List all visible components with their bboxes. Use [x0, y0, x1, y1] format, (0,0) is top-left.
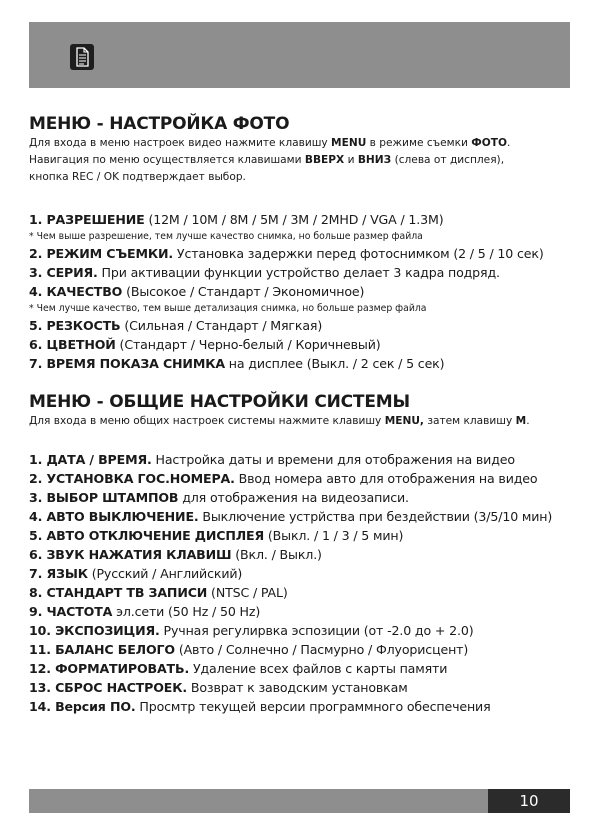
item-title: 1. РАЗРЕШЕНИЕ	[29, 212, 145, 227]
text: Навигация по меню осуществляется клавишами	[29, 154, 305, 166]
list-item	[29, 469, 577, 488]
text: в режиме съемки	[366, 137, 472, 149]
list-item	[29, 210, 577, 229]
header-bar	[29, 22, 570, 88]
section-title-system: МЕНЮ - ОБЩИЕ НАСТРОЙКИ СИСТЕМЫ	[29, 392, 410, 412]
item-title: 4. КАЧЕСТВО	[29, 284, 123, 299]
section-title-photo: МЕНЮ - НАСТРОЙКА ФОТО	[29, 114, 290, 134]
bold-text: ФОТО	[471, 137, 508, 149]
system-intro-line-1	[29, 413, 577, 430]
document-icon	[69, 43, 95, 71]
bold-text: ВВЕРХ	[304, 154, 345, 166]
text: Для входа в меню настроек видео нажмите клавишу	[29, 137, 332, 149]
item-description: (Высокое / Стандарт / Экономичное)	[122, 284, 365, 299]
list-item	[29, 488, 577, 507]
system-settings-list	[29, 450, 577, 716]
list-note: * Чем лучше качество, тем выше детализация снимка, но больше размер файла	[29, 303, 427, 314]
list-item	[29, 244, 577, 263]
photo-settings-list	[29, 210, 577, 373]
item-description: (12M / 10M / 8M / 5M / 3M / 2MHD / VGA / 1.3M)	[144, 212, 444, 227]
item-description: Настройка даты и времени для отображения на видео	[151, 452, 515, 467]
item-title: 3. СЕРИЯ.	[29, 265, 98, 280]
item-description: (Стандарт / Черно-белый / Коричневый)	[115, 337, 381, 352]
item-description: При активации функции устройство делает 3 кадра подряд.	[97, 265, 500, 280]
text: .	[507, 137, 511, 149]
page-content	[29, 113, 577, 716]
bold-text: ВНИЗ	[357, 154, 392, 166]
item-title: 1. ДАТА / ВРЕМЯ.	[29, 452, 152, 467]
item-title: 2. РЕЖИМ СЪЕМКИ.	[29, 246, 174, 261]
text: .	[526, 415, 530, 427]
list-item	[29, 263, 577, 282]
item-description: (Авто / Солнечно / Пасмурно / Флуорисцент)	[174, 642, 469, 657]
list-item	[29, 282, 577, 301]
item-title: 8. СТАНДАРТ ТВ ЗАПИСИ	[29, 585, 208, 600]
item-description: (Выкл. / 1 / 3 / 5 мин)	[264, 528, 404, 543]
item-description: Ввод номера авто для отображения на видео	[234, 471, 538, 486]
item-description: (Вкл. / Выкл.)	[231, 547, 322, 562]
item-title: 10. ЭКСПОЗИЦИЯ.	[29, 623, 160, 638]
list-item	[29, 564, 577, 583]
list-item	[29, 354, 577, 373]
item-title: 6. ЗВУК НАЖАТИЯ КЛАВИШ	[29, 547, 232, 562]
list-item	[29, 335, 577, 354]
list-item	[29, 697, 577, 716]
photo-intro-line-2	[29, 152, 577, 169]
item-description: Установка задержки перед фотоснимком (2 / 5 / 10 сек)	[173, 246, 544, 261]
list-item	[29, 640, 577, 659]
item-title: 11. БАЛАНС БЕЛОГО	[29, 642, 175, 657]
item-title: 12. ФОРМАТИРОВАТЬ.	[29, 661, 190, 676]
item-description: эл.сети (50 Hz / 50 Hz)	[112, 604, 261, 619]
item-title: 2. УСТАНОВКА ГОС.НОМЕРА.	[29, 471, 235, 486]
item-title: 7. ЯЗЫК	[29, 566, 88, 581]
text: (слева от дисплея),	[391, 154, 505, 166]
item-description: Выключение устрйства при бездействии (3/5/10 мин)	[198, 509, 553, 524]
list-item	[29, 316, 577, 335]
list-item	[29, 526, 577, 545]
bold-text: MENU	[331, 137, 367, 149]
text: затем клавишу	[423, 415, 516, 427]
bold-text: MENU,	[384, 415, 424, 427]
item-description: Ручная регулирвка эспозиции (от -2.0 до + 2.0)	[159, 623, 474, 638]
item-description: (NTSC / PAL)	[207, 585, 288, 600]
text: и	[344, 154, 358, 166]
list-item	[29, 659, 577, 678]
item-title: 5. РЕЗКОСТЬ	[29, 318, 121, 333]
photo-intro-line-1	[29, 135, 577, 152]
list-note: * Чем выше разрешение, тем лучше качество снимка, но больше размер файла	[29, 231, 423, 242]
photo-intro-line-3: кнопка REC / OK подтверждает выбор.	[29, 171, 246, 183]
item-description: (Сильная / Стандарт / Мягкая)	[120, 318, 323, 333]
page-number: 10	[488, 789, 570, 813]
item-description: Просмтр текущей версии программного обеспечения	[135, 699, 491, 714]
item-description: (Русский / Английский)	[87, 566, 243, 581]
item-description: для отображения на видеозаписи.	[178, 490, 409, 505]
item-title: 5. АВТО ОТКЛЮЧЕНИЕ ДИСПЛЕЯ	[29, 528, 265, 543]
list-item	[29, 583, 577, 602]
list-item	[29, 602, 577, 621]
item-title: 7. ВРЕМЯ ПОКАЗА СНИМКА	[29, 356, 225, 371]
item-title: 3. ВЫБОР ШТАМПОВ	[29, 490, 179, 505]
item-title: 9. ЧАСТОТА	[29, 604, 113, 619]
item-description: на дисплее (Выкл. / 2 сек / 5 сек)	[224, 356, 445, 371]
list-item	[29, 678, 577, 697]
item-description: Удаление всех файлов с карты памяти	[189, 661, 448, 676]
item-title: 6. ЦВЕТНОЙ	[29, 337, 116, 352]
item-title: 4. АВТО ВЫКЛЮЧЕНИЕ.	[29, 509, 199, 524]
list-item	[29, 545, 577, 564]
item-title: 13. СБРОС НАСТРОЕК.	[29, 680, 187, 695]
text: Для входа в меню общих настроек системы нажмите клавишу	[29, 415, 385, 427]
list-item	[29, 507, 577, 526]
list-item	[29, 621, 577, 640]
item-description: Возврат к заводским установкам	[187, 680, 408, 695]
bold-text: M	[515, 415, 527, 427]
item-title: 14. Версия ПО.	[29, 699, 136, 714]
list-item	[29, 450, 577, 469]
